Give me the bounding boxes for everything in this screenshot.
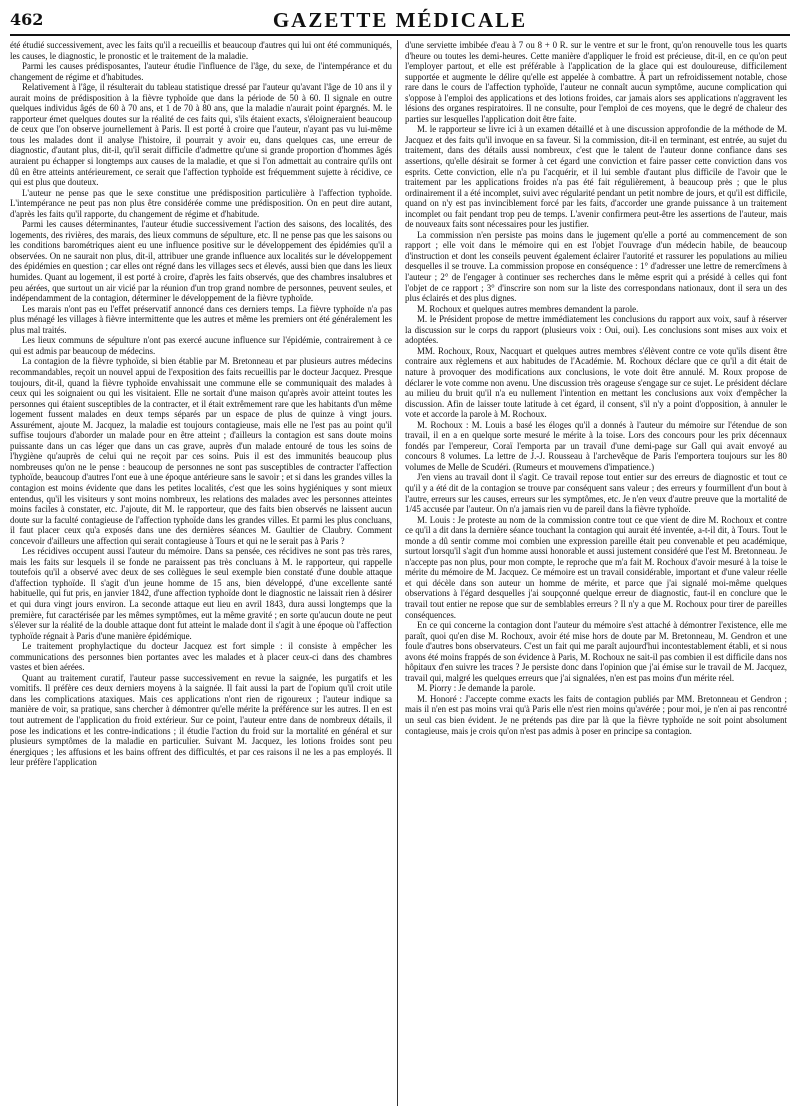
paragraph: M. Honoré : J'accepte comme exacts les faits de contagion publiés par MM. Bretonneau et Gendron ; mais il n'en est pas moins vrai qu'à Paris elle n'est rien moins qu'avérée ; pour moi, je n'en ai pas rencontré un seul cas bien évident. Je ne prétends pas dire par là que la fièvre typhoïde ne soit point absolument contagieuse, mais je crois qu'on n'est pas admis à poser en principe sa contagion. xyxy=(405,693,787,736)
right-column xyxy=(405,40,787,1106)
paragraph: J'en viens au travail dont il s'agit. Ce travail repose tout entier sur des erreurs de diagnostic et tout ce qu'il y a été dit de la contagion se trouve par conséquent sans valeur ; des erreurs y fourmillent d'un bout à l'autre, erreurs sur les causes, erreurs sur les symptômes, etc. Je n'en veux d'autre preuve que la mortalité de 1/45 accusée par l'auteur. On n'a jamais rien vu de pareil dans la fièvre typhoïde. xyxy=(405,472,787,515)
column-divider xyxy=(397,40,398,1106)
paragraph: La contagion de la fièvre typhoïde, si bien établie par M. Bretonneau et par plusieurs autres médecins recommandables, reçoit un nouvel appui de l'exposition des faits recueillis par le docteur Jacquez. Presque toujours, dit-il, quand la fièvre typhoïde envahissait une commune elle se communiquait des malades à ceux qui les soignaient ou qui les visitaient. Elle ne sortait d'une maison qu'après avoir atteint toutes les personnes qui étaient susceptibles de la contracter, et il était extrêmement rare que les habitants d'un même logement fussent malades en deux temps séparés par un espace de plus de quinze à vingt jours. Assurément, ajoute M. Jacquez, la maladie est toujours contagieuse, mais elle ne l'est pas au point qu'il suffise toujours d'aborder un malade pour en être atteint ; d'ailleurs la contagion est sans doute moins puissante dans un cas léger que dans un cas grave, auprès d'un malade entouré de tous les soins de l'hygiène qu'auprès de celui qui ne reçoit par ces soins. Puis il est des immunités beaucoup plus nombreuses qu'on ne le pense : beaucoup de personnes ne sont pas susceptibles de contracter l'affection typhoïde, beaucoup d'autres l'ont eue à une époque antérieure sans le savoir ; et si dans les grandes villes la contagion est moins évidente que dans les petites localités, c'est que les soins hygiéniques y sont mieux entendus, qu'il les visiteurs y sont moins nombreux, les relations des malades avec les personnes atteintes moins faciles à constater, etc. J'ajoute, dit M. le rapporteur, que des faits bien observés ne laissent aucun doute sur la faculté contagieuse de l'affection typhoïde dans les grandes villes. Et parmi les plus concluans, il faut placer ceux qu'a exposés dans une des dernières séances M. Gaultier de Claubry. Comment concevoir d'ailleurs une affection qui serait contagieuse à Tours et qui ne le serait pas à Paris ? xyxy=(10,356,392,546)
paragraph: Quant au traitement curatif, l'auteur passe successivement en revue la saignée, les purgatifs et les vomitifs. Il préfère ces deux derniers moyens à la saignée. Il fait aussi la part de l'opium qu'il croit utile dans les complications ataxiques. Mais ces applications n'ont rien de rigoureux ; l'auteur indique sa manière de voir, sa pratique, sans chercher à démontrer qu'elle mérite la préférence sur les autres. Il en est tout autrement de l'application du froid extérieur. Sur ce point, l'auteur entre dans de nombreux détails, il pose les indications et les contre-indications ; il étudie l'action du froid sur la mortalité en général et sur plusieurs symptômes de la maladie en particulier. Suivant M. Jacquez, les lotions froides sont peu énergiques ; les affusions et les bains offrent des difficultés, et par ces raisons il ne les a pas employés. Il leur préfère l'application xyxy=(10,672,392,768)
paragraph: Le traitement prophylactique du docteur Jacquez est fort simple : il consiste à empêcher les communications des personnes bien portantes avec les malades et à placer ceux-ci dans des chambres vastes et bien aérées. xyxy=(10,641,392,673)
paragraph: Les récidives occupent aussi l'auteur du mémoire. Dans sa pensée, ces récidives ne sont pas très rares, mais les faits sur lesquels il se fonde ne paraissent pas très concluans à M. le rapporteur, qui rappelle toutefois qu'il a observé avec deux de ses collègues le seul exemple bien constaté d'une double attaque d'affection typhoïde. Il s'agit d'un jeune homme de 15 ans, bien développé, d'une excellente santé habituelle, qui fut pris, en janvier 1842, d'une affection typhoïde dont le diagnostic ne laissait rien à désirer et qui dura vingt jours environ. La seconde attaque eut lieu en avril 1843, dura aussi longtemps que la première, fut caractérisée par les mêmes symptômes, eut la même gravité ; en sorte qu'aucun doute ne peut s'élever sur la réalité de la double attaque dont fut atteint le malade dont il s'agit à une époque où l'affection typhoïde régnait à Paris d'une manière épidémique. xyxy=(10,546,392,641)
paragraph: MM. Rochoux, Roux, Nacquart et quelques autres membres s'élèvent contre ce vote qu'ils disent être contraire aux règlemens et aux habitudes de l'Académie. M. Rochoux déclare que ce qu'il a dit était de nature à provoquer des modifications aux conclusions, le vote doit être annulé. M. Roux propose de déclarer le vote comme non avenu. Une discussion très orageuse s'engage sur ce sujet. Le président déclare au milieu du bruit qu'il n'a eu nullement l'intention en mettant les conclusions aux voix d'empêcher la discussion. Afin de laisser toute latitude à cet égard, il consent, s'il n'y a point d'opposition, à annuler le vote et accorde la parole à M. Rochoux. xyxy=(405,345,787,420)
paragraph: M. Rochoux et quelques autres membres demandent la parole. xyxy=(417,303,639,314)
paragraph: Parmi les causes déterminantes, l'auteur étudie successivement l'action des saisons, des localités, des logements, des rivières, des marais, des lieux communs de sépulture, etc. Il ne pense pas que les saisons ou les conditions barométriques aient eu une influence positive sur le développement des épidémies qu'il a observées. On ne saurait non plus, dit-il, attribuer une grande influence aux localités sur le développement des épidémies en question ; car elles ont régné dans les villages secs et élevés, aussi bien que dans les lieux humides. Quant au logement, il est porté à croire, d'après les faits observés, que des chambres insalubres et peu aérées, que surtout un air vicié par la réunion d'un trop grand nombre de personnes, peuvent seules, et indépendamment de la contagion, déterminer le développement de la fièvre typhoïde. xyxy=(10,219,392,304)
paragraph: M. le Président propose de mettre immédiatement les conclusions du rapport aux voix, sauf à réserver la discussion sur le corps du rapport (plusieurs voix : Oui, oui). Les conclusions sont mises aux voix et adoptées. xyxy=(405,314,787,346)
paragraph: M. Piorry : Je demande la parole. xyxy=(417,683,536,694)
paragraph: M. Rochoux : M. Louis a basé les éloges qu'il a donnés à l'auteur du mémoire sur l'étendue de son travail, il en a en quelque sorte mesuré le mérite à la toise. Lors des concours pour les prix décennaux fondés par l'empereur, Coraï l'emporta par un travail d'une demi-page sur Gall qui avait envoyé au concours 8 volumes. La lettre de J.-J. Rousseau à l'archevêque de Paris l'emportera toujours sur les 80 volumes de Melle de Scudéri. (Rumeurs et mouvemens d'impatience.) xyxy=(405,419,787,472)
paragraph: été étudié successivement, avec les faits qu'il a recueillis et beaucoup d'autres qui lui ont été communiqués, les causes, le diagnostic, le pronostic et le traitement de la maladie. xyxy=(10,40,392,61)
paragraph: Parmi les causes prédisposantes, l'auteur étudie l'influence de l'âge, du sexe, de l'intempérance et du changement de régime et d'habitudes. xyxy=(10,61,392,82)
paragraph: La commission n'en persiste pas moins dans le jugement qu'elle a porté au commencement de son rapport ; elle voit dans le mémoire qui en est l'objet l'ouvrage d'un médecin habile, de beaucoup d'instruction et dont les conseils peuvent également éclairer l'autorité et rassurer les populations au milieu desquelles il se trouve. La commission propose en conséquence : 1° d'adresser une lettre de remercîmens à l'auteur ; 2° de l'engager à continuer ses recherches dans le même esprit qui a présidé à celles qui font l'objet de ce rapport ; 3° d'inscrire son nom sur la liste des correspondans nationaux, dont il sera un des plus éclairés et des plus dignes. xyxy=(405,229,787,304)
paragraph: Relativement à l'âge, il résulterait du tableau statistique dressé par l'auteur qu'avant l'âge de 10 ans il y aurait moins de prédisposition à la fièvre typhoïde que dans la période de 50 à 60. Il signale en outre quelques individus âgés de 60 à 70 ans, et 1 de 70 à 80 ans, que la maladie n'aurait point épargnés. M. le rapporteur émet quelques doutes sur la réalité de ces faits qui, s'ils étaient exacts, s'éloigneraient beaucoup de ceux que l'on observe journellement à Paris. Il est porté à croire que l'auteur, n'ayant pas vu lui-même tous les malades dont il analyse l'histoire, il pourrait y avoir eu, dans quelques cas, une erreur de diagnostic, d'autant plus, dit-il, qu'il serait difficile d'admettre qu'une si grande proportion d'hommes âgés auraient pu échapper si longtemps aux causes de la maladie, et que si l'on admettait au contraire qu'ils ont dû en être atteints antérieurement, ce serait que l'affection typhoïde est fréquemment sujette à récidive, ce qui est plus que douteux. xyxy=(10,82,392,188)
paragraph: Les lieux communs de sépulture n'ont pas exercé aucune influence sur l'épidémie, contrairement à ce qui est admis par beaucoup de médecins. xyxy=(10,335,392,356)
journal-title: GAZETTE MÉDICALE xyxy=(272,8,528,32)
paragraph: M. le rapporteur se livre ici à un examen détaillé et à une discussion approfondie de la méthode de M. Jacquez et des faits qu'il invoque en sa faveur. Si la commission, dit-il en terminant, est entrée, au sujet du traitement, dans des détails aussi nombreux, c'est que le talent de l'auteur donne confiance dans ses assertions, qu'elle désirait se former à cet égard une conviction et faire passer cette conviction dans vos esprits. Cette conviction, elle n'a pu l'acquérir, et il lui semble d'autant plus difficile de l'avoir que le traitement par les applications froides n'a pas été fait régulièrement, à beaucoup près ; que le plus ordinairement il a été incomplet, suivi avec régularité pendant un petit nombre de jours, et qu'il est difficile, quand on n'y est pas invinciblement forcé par les faits, d'accorder une grande puissance à un traitement incomplet ou fait pendant trop peu de temps. L'avenir confirmera peut-être les assertions de l'auteur, mais de nouveaux faits sont nécessaires pour les justifier. xyxy=(405,124,787,230)
paragraph: En ce qui concerne la contagion dont l'auteur du mémoire s'est attaché à démontrer l'existence, elle me paraît, quoi qu'en dise M. Rochoux, avoir été mise hors de doute par M. Bretonneau, M. Gendron et une foule d'autres bons observateurs. C'est un fait qui me paraît aujourd'hui incontestablement établi, et si nous avons été moins frappés de son évidence à Paris, M. Rochoux ne sait-il pas combien il est difficile dans nos hôpitaux d'en suivre les traces ? Je persiste donc dans l'opinion que j'ai émise sur le travail de M. Jacquez, travail qui, malgré les quelques erreurs que j'ai signalées, n'en est pas moins d'un mérite réel. xyxy=(405,620,787,683)
paragraph: L'auteur ne pense pas que le sexe constitue une prédisposition particulière à l'affection typhoïde. L'intempérance ne peut pas non plus être considérée comme une prédisposition. On en peut dire autant, d'après les faits qu'il rapporte, du changement de régime et d'habitude. xyxy=(10,187,392,219)
header-rule xyxy=(10,34,790,36)
paragraph: M. Louis : Je proteste au nom de la commission contre tout ce que vient de dire M. Rochoux et contre ce qu'il a dit dans la dernière séance touchant la contagion qui aurait été inventée, a-t-il dit, à Tours. Tout le monde a dû sentir comme moi combien une expression pareille était peu convenable et peu académique, surtout lorsqu'il s'agit d'un homme aussi honorable et aussi justement considéré que l'est M. Bretonneau. Je n'accepte pas non plus, pour mon compte, le reproche que m'a fait M. Rochoux d'avoir mesuré à la toise le mérite du mémoire de M. Jacquez. Ce mémoire est un travail considérable, important et d'une valeur réelle et qui décèle dans son auteur un homme de mérite, et parce que j'ai signalé moi-même quelques observations à l'égard desquelles j'ai soupçonné quelque erreur de diagnostic, faut-il en conclure que le travail tout entier ne repose que sur de semblables erreurs ? Il n'y a que M. Rochoux pour tirer de pareilles conséquences. xyxy=(405,514,787,620)
page-header xyxy=(10,8,790,32)
page-number: 462 xyxy=(10,10,44,29)
paragraph: d'une serviette imbibée d'eau à 7 ou 8 + 0 R. sur le ventre et sur le front, qu'on renouvelle tous les quarts d'heure ou toutes les demi-heures. Cette manière d'appliquer le froid est précieuse, dit-il, en ce qu'on peut l'employer partout, et elle est préférable à l'application de la glace qui est douloureuse, difficilement supportée et augmente le délire qu'elle est appelée à combattre. À part un refroidissement notable, chose rare dans le cours de l'affection typhoïde, l'auteur ne connaît aucun symptôme, aucune complication qui s'oppose à l'emploi des applications et des lotions froides, car jamais alors ses applications n'aggravent les lésions des organes respiratoires. Il ne consulte, pour l'emploi de ces moyens, que le degré de chaleur des parties sur lesquelles l'application doit être faite. xyxy=(405,40,787,124)
left-column xyxy=(10,40,392,1106)
paragraph: Les marais n'ont pas eu l'effet préservatif annoncé dans ces derniers temps. La fièvre typhoïde n'a pas plus ménagé les villages à fièvre intermittente que les autres et même les premiers ont été généralement les plus mal traités. xyxy=(10,303,392,335)
